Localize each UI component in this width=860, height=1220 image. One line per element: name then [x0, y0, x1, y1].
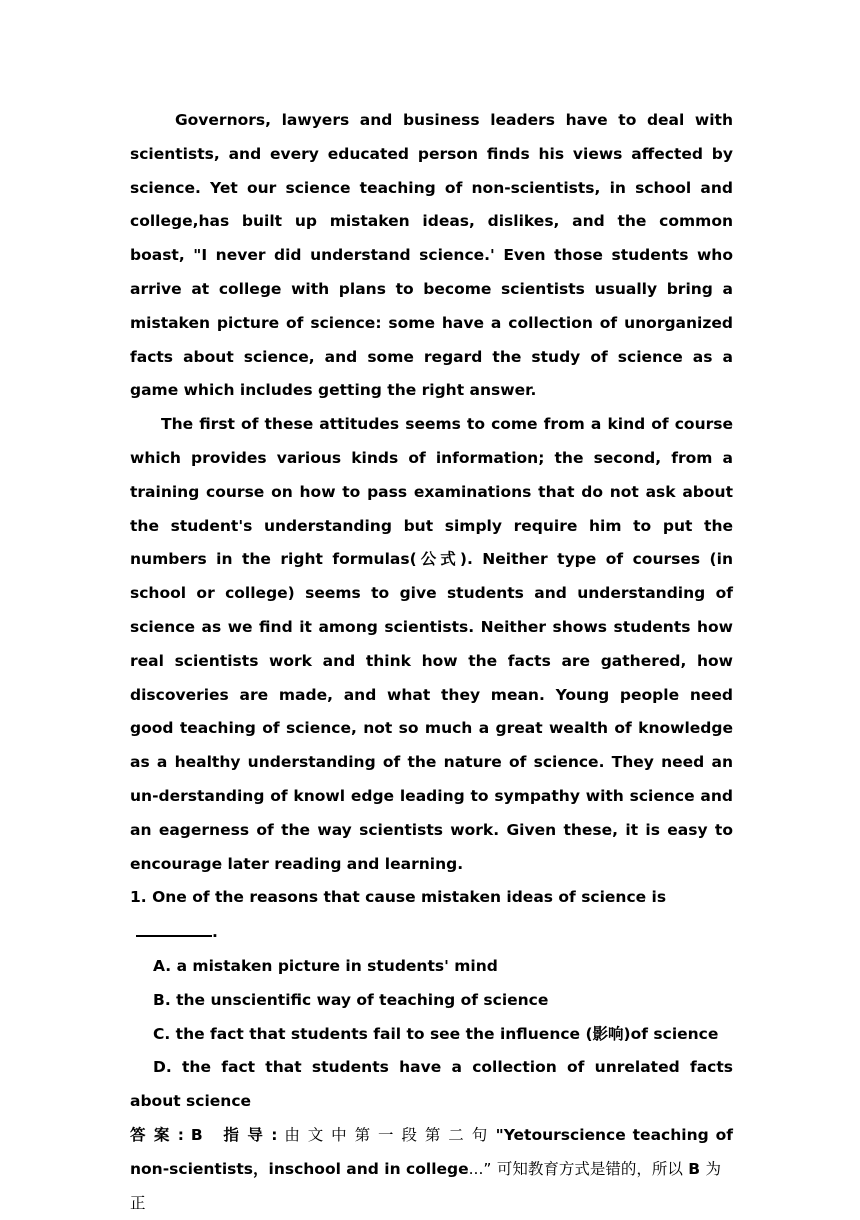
guide-label: 指 导 : — [223, 1125, 278, 1144]
question-stem — [130, 881, 733, 950]
guide-conclusion: 可知教育方式是错的，所以 — [496, 1159, 683, 1178]
answer-line-1 — [130, 1119, 733, 1153]
answer-value: B — [190, 1125, 203, 1144]
question-stem-text: 1. One of the reasons that cause mistaken ideas of science is — [130, 888, 667, 907]
guide-text: 由 文 中 第 一 段 第 二 句 — [284, 1125, 489, 1144]
answer-line-2 — [130, 1153, 733, 1220]
document-page — [130, 104, 733, 1220]
option-d-text: D. the fact that students have a collection of unrelated facts about science — [130, 1058, 733, 1111]
question-stem-end: . — [212, 923, 218, 942]
passage-paragraph-2: The first of these attitudes seems to come from a kind of course which provides various kinds of information; the second, from a training course on how to pass examinations that do not ask about the student's understanding but simply require him to put the numbers in the right formulas(公式). Neither type of courses (in school or college) seems to give students and understanding of science as we find it among scientists. Neither shows students how real scientists work and think how the facts are gathered, how discoveries are made, and what they mean. Young people need good teaching of science, not so much a great wealth of knowledge as a healthy understanding of the nature of science. They need an un-derstanding of knowl edge leading to sympathy with science and an eagerness of the way scientists work. Given these, it is easy to encourage later reading and learning. — [130, 415, 733, 873]
option-a: A. a mistaken picture in students' mind — [153, 956, 498, 975]
option-b: B. the unscientific way of teaching of science — [153, 990, 549, 1009]
option-c: C. the fact that students fail to see the influence (影响)of science — [153, 1024, 719, 1043]
guide-quote-start: "Yetourscience teaching of — [495, 1125, 733, 1144]
guide-quote-line2: non-scientists，inschool and in college — [130, 1159, 469, 1178]
option-d — [130, 1051, 733, 1119]
answer-blank — [136, 915, 212, 937]
guide-ellipsis: ...” — [468, 1159, 492, 1178]
guide-answer-letter: B — [688, 1159, 701, 1178]
answer-label: 答 案 : — [130, 1125, 184, 1144]
guide-end: 为正 — [130, 1159, 722, 1212]
passage-paragraph-1: Governors, lawyers and business leaders have to deal with scientists, and every educated person finds his views affected by science. Yet our science teaching of non-scientists, in school and college,has built up mistaken ideas, dislikes, and the common boast, "I never did understand science.' Even those students who arrive at college with plans to become scientists usually bring a mistaken picture of science: some have a collection of unorganized facts about science, and some regard the study of science as a game which includes getting the right answer. — [130, 111, 733, 400]
